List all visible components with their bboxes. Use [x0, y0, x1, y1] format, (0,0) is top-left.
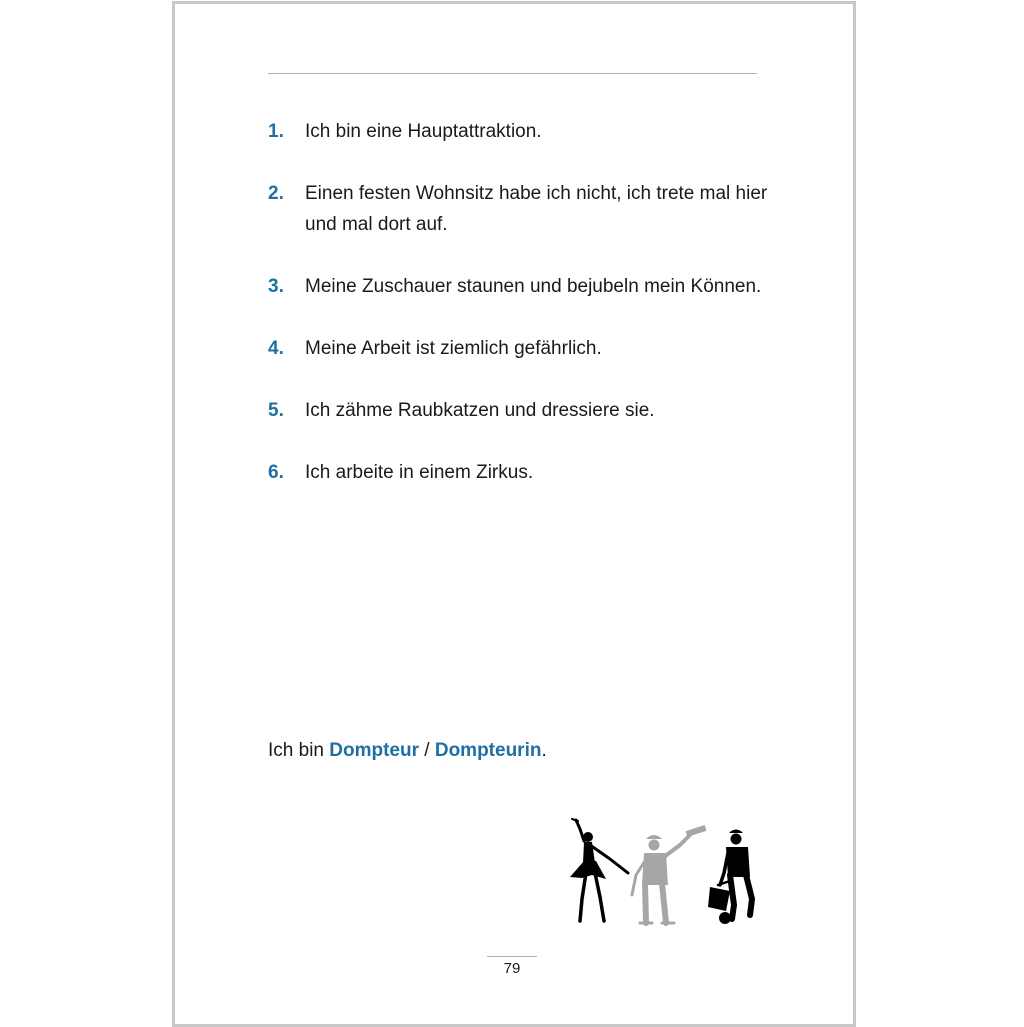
clue-list [268, 116, 768, 519]
answer-option-dompteur: Dompteur [329, 740, 419, 761]
worker-wheelbarrow-icon [708, 830, 752, 925]
clue-text: Ich arbeite in einem Zirkus. [305, 462, 534, 483]
profession-silhouettes [562, 815, 762, 930]
clue-number: 6. [268, 462, 284, 483]
top-rule [268, 73, 757, 74]
ballerina-icon [570, 819, 628, 921]
clue-number: 4. [268, 338, 284, 359]
page-number: 79 [503, 960, 521, 977]
clue-number: 5. [268, 400, 284, 421]
clue-item-5 [268, 395, 768, 426]
painter-icon [632, 825, 706, 923]
clue-text: Ich bin eine Hauptattraktion. [305, 121, 542, 142]
answer-suffix: . [541, 740, 547, 761]
clue-item-1 [268, 116, 768, 147]
answer-separator: / [419, 740, 435, 761]
clue-item-4 [268, 333, 768, 364]
answer-option-dompteurin: Dompteurin [434, 740, 542, 761]
clue-item-6 [268, 457, 768, 488]
clue-item-3 [268, 271, 768, 302]
clue-number: 1. [268, 121, 284, 142]
clue-number: 2. [268, 183, 284, 204]
clue-text: Einen festen Wohnsitz habe ich nicht, ich trete mal hier und mal dort auf. [305, 183, 768, 235]
answer-line [268, 735, 547, 766]
clue-text: Meine Zuschauer staunen und bejubeln mein Können. [305, 276, 762, 297]
clue-item-2 [268, 178, 768, 240]
clue-text: Ich zähme Raubkatzen und dressiere sie. [305, 400, 655, 421]
clue-number: 3. [268, 276, 284, 297]
clue-text: Meine Arbeit ist ziemlich gefährlich. [305, 338, 602, 359]
page-number-rule [487, 956, 537, 957]
answer-prefix: Ich bin [268, 740, 330, 761]
